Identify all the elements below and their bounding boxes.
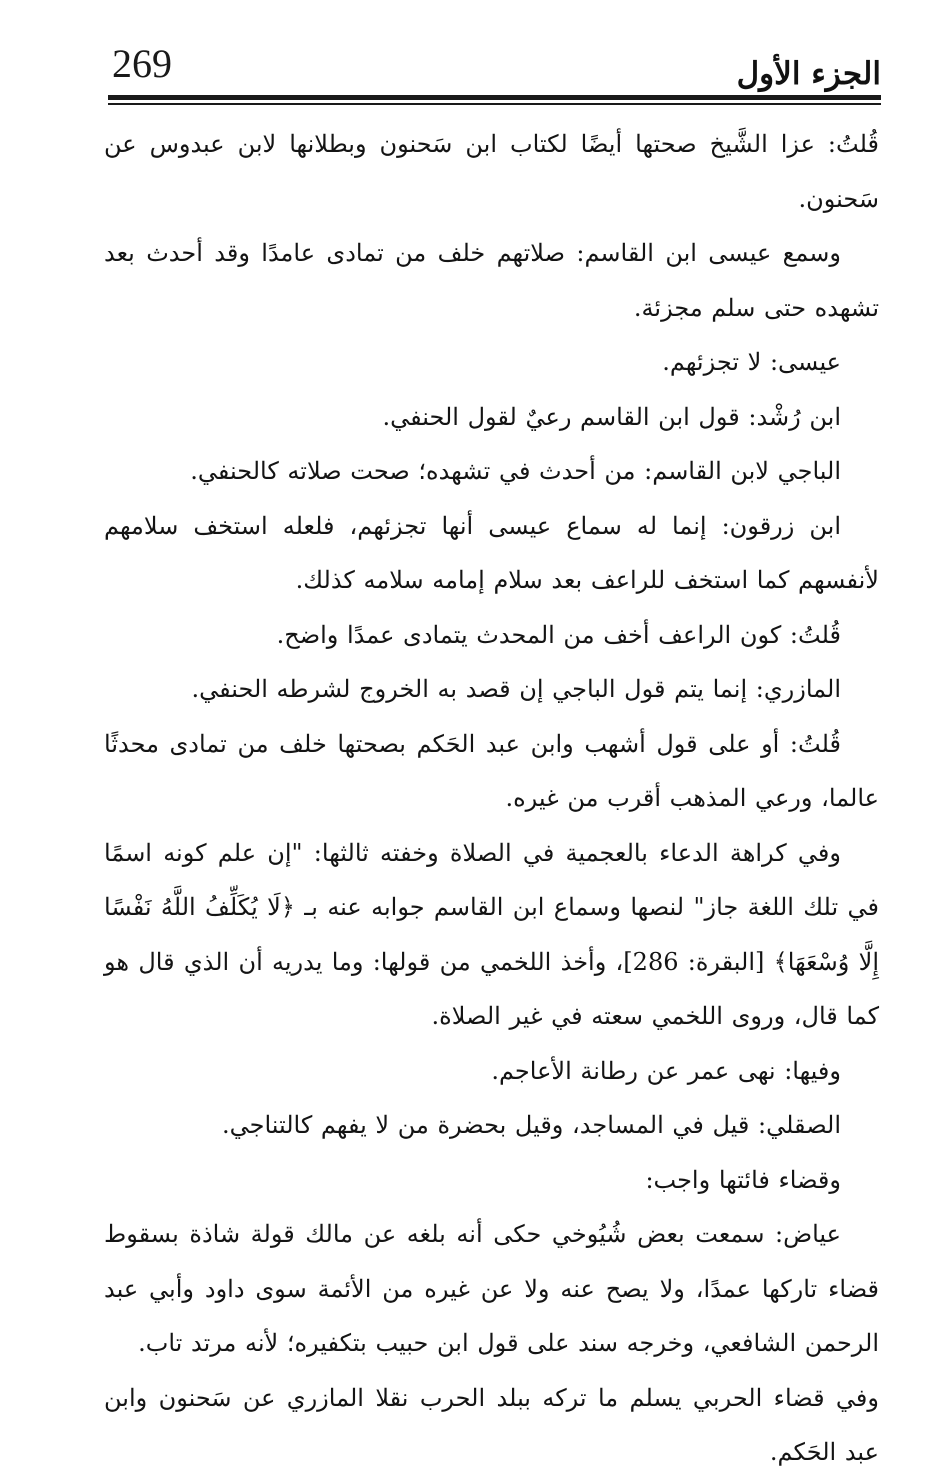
header-rule-thick xyxy=(108,95,881,100)
paragraph-7: قُلتُ: كون الراعف أخف من المحدث يتمادى عمدًا واضح. xyxy=(276,620,841,649)
header-rule-thin xyxy=(108,103,881,105)
paragraph-14: عياض: سمعت بعض شُيُوخي حكى أنه بلغه عن مالك قولة شاذة بسقوط قضاء تاركها عمدًا، ولا يصح عنه ولا عن غيره من الأئمة سوى داود وأبي عبد الرحمن الشافعي، وخرجه سند على قول ابن حبيب بتكفيره؛ لأنه مرتد تاب. xyxy=(104,1220,879,1357)
paragraph-2: وسمع عيسى ابن القاسم: صلاتهم خلف من تمادى عامدًا وقد أحدث بعد تشهده حتى سلم مجزئة. xyxy=(104,239,879,322)
paragraph-3: عيسى: لا تجزئهم. xyxy=(662,348,841,376)
paragraph-6: ابن زرقون: إنما له سماع عيسى أنها تجزئهم، فلعله استخف سلامهم لأنفسهم كما استخف للراعف بعد سلام إمامه سلامه كذلك. xyxy=(104,511,879,594)
paragraph-8: المازري: إنما يتم قول الباجي إن قصد به الخروج لشرطه الحنفي. xyxy=(191,675,841,703)
paragraph-4: ابن رُشْد: قول ابن القاسم رعيٌ لقول الحنفي. xyxy=(382,402,841,431)
paragraph-13: وقضاء فائتها واجب: xyxy=(645,1165,841,1194)
text-body xyxy=(104,117,879,1480)
running-head: الجزء الأول xyxy=(736,56,881,92)
paragraph-10: وفي كراهة الدعاء بالعجمية في الصلاة وخفته ثالثها: "إن علم كونه اسمًا في تلك اللغة جاز" لنصها وسماع ابن القاسم جوابه عنه بـ ﴿لَا يُكَلِّفُ اللَّهُ نَفْسًا إِلَّا وُسْعَهَا﴾ [البقرة: 286]، وأخذ اللخمي من قولها: وما يدريه أن الذي قال هو كما قال، وروى اللخمي سعته في غير الصلاة. xyxy=(104,838,879,1030)
page-number: 269 xyxy=(112,41,172,86)
paragraph-12: الصقلي: قيل في المساجد، وقيل بحضرة من لا يفهم كالتناجي. xyxy=(221,1111,841,1139)
paragraph-15: وفي قضاء الحربي يسلم ما تركه ببلد الحرب نقلا المازري عن سَحنون وابن عبد الحَكم. xyxy=(104,1383,879,1466)
paragraph-5: الباجي لابن القاسم: من أحدث في تشهده؛ صحت صلاته كالحنفي. xyxy=(190,457,841,485)
paragraph-1: قُلتُ: عزا الشَّيخ صحتها أيضًا لكتاب ابن سَحنون وبطلانها لابن عبدوس عن سَحنون. xyxy=(104,130,880,213)
paragraph-9: قُلتُ: أو على قول أشهب وابن عبد الحَكم بصحتها خلف من تمادى محدثًا عالما، ورعي المذهب أقرب من غيره. xyxy=(104,729,879,812)
paragraph-11: وفيها: نهى عمر عن رطانة الأعاجم. xyxy=(491,1056,841,1085)
